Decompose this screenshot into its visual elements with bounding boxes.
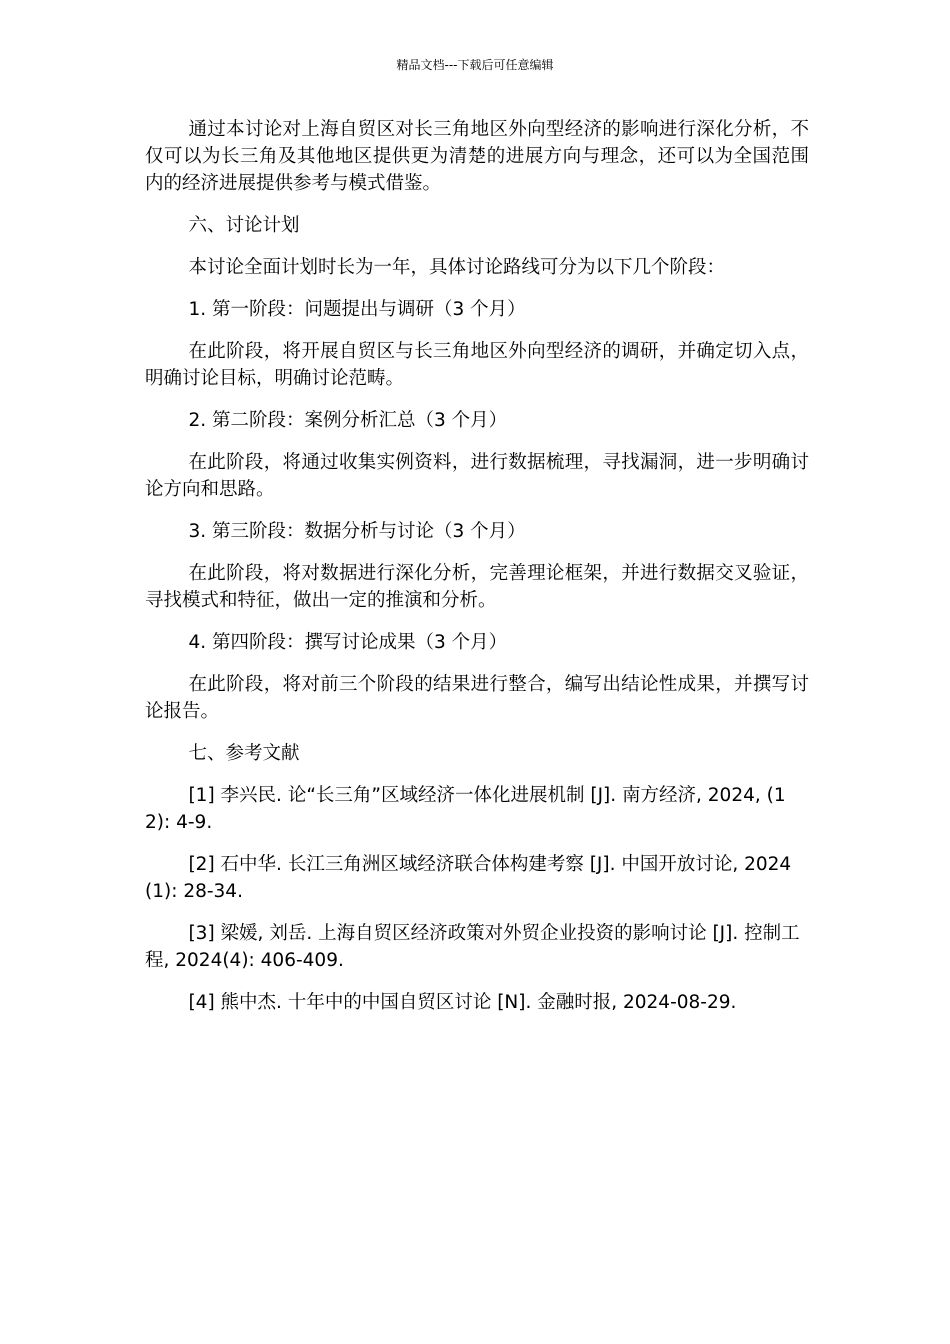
section-heading-references: 七、参考文献 (188, 743, 300, 764)
stage-3-description: 在此阶段，将对数据进行深化分析，完善理论框架，并进行数据交叉验证，寻找模式和特征，做出一定的推演和分析。 (145, 563, 809, 611)
stage-4-description: 在此阶段，将对前三个阶段的结果进行整合，编写出结论性成果，并撰写讨论报告。 (145, 674, 809, 722)
paragraph-intro: 通过本讨论对上海自贸区对长三角地区外向型经济的影响进行深化分析，不仅可以为长三角及其他地区提供更为清楚的进展方向与理念，还可以为全国范围内的经济进展提供参考与模式借鉴。 (145, 119, 809, 194)
stage-3-heading: 3. 第三阶段：数据分析与讨论（3 个月） (188, 521, 526, 542)
section-heading-research-plan: 六、讨论计划 (188, 215, 300, 236)
paragraph-plan-overview: 本讨论全面计划时长为一年，具体讨论路线可分为以下几个阶段： (188, 257, 725, 278)
page-header: 精品文档---下载后可任意编辑 (396, 58, 554, 72)
stage-1-heading: 1. 第一阶段：问题提出与调研（3 个月） (188, 299, 526, 320)
stage-2-heading: 2. 第二阶段：案例分析汇总（3 个月） (188, 410, 508, 431)
reference-item: [4] 熊中杰. 十年中的中国自贸区讨论 [N]. 金融时报, 2024-08-29. (188, 992, 737, 1013)
reference-item: [2] 石中华. 长江三角洲区域经济联合体构建考察 [J]. 中国开放讨论, 2024(1): 28-34. (145, 854, 792, 902)
stage-1-description: 在此阶段，将开展自贸区与长三角地区外向型经济的调研，并确定切入点，明确讨论目标，明确讨论范畴。 (145, 341, 809, 389)
stage-2-description: 在此阶段，将通过收集实例资料，进行数据梳理，寻找漏洞，进一步明确讨论方向和思路。 (145, 452, 809, 500)
stage-4-heading: 4. 第四阶段：撰写讨论成果（3 个月） (188, 632, 508, 653)
document-body (145, 116, 809, 1031)
reference-item: [1] 李兴民. 论“长三角”区域经济一体化进展机制 [J]. 南方经济, 2024, (12): 4-9. (145, 785, 786, 833)
reference-item: [3] 梁媛, 刘岳. 上海自贸区经济政策对外贸企业投资的影响讨论 [J]. 控制工程, 2024(4): 406-409. (145, 923, 800, 971)
